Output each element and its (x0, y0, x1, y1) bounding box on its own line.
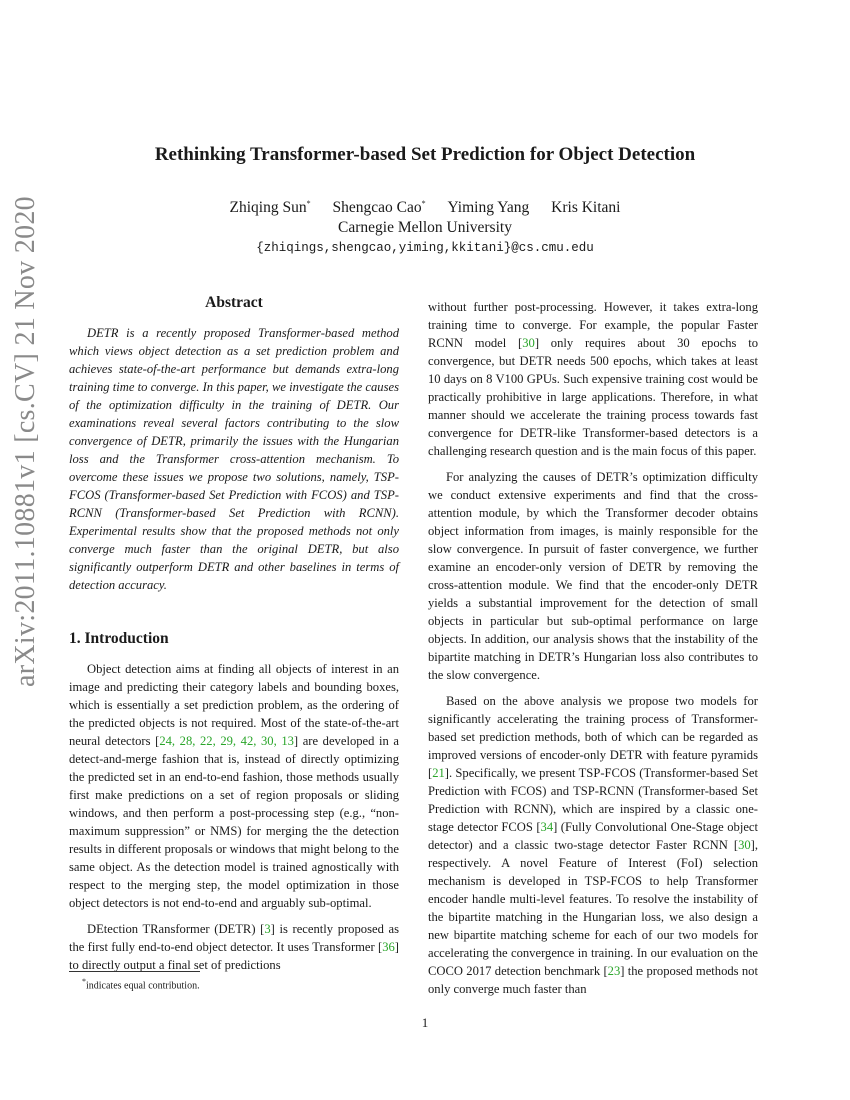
abstract-text: DETR is a recently proposed Transformer-based method which views object detection as a set prediction problem and achieves state-of-the-art performance but demands extra-long training time to converge. In this paper, we investigate the causes of the optimization difficulty in the training of DETR. Our examinations reveal several factors contributing to the slow convergence of DETR, primarily the issues with the Hungarian loss and the Transformer cross-attention mechanism. To overcome these issues we propose two solutions, namely, TSP-FCOS (Transformer-based Set Prediction with FCOS) and TSP-RCNN (Transformer-based Set Prediction with RCNN). Experimental results show that the proposed methods not only converge much faster than the original DETR, but also significantly outperform DETR and other baselines in terms of detection accuracy. (69, 326, 399, 592)
citation-link[interactable]: 30 (738, 838, 751, 852)
intro-paragraph-1: Object detection aims at finding all objects of interest in an image and predicting their category labels and bounding boxes, which is essentially a set prediction problem, as the ordering of the predicted objects is not required. Most of the state-of-the-art neural detectors [24, 28, 22, 29, 42, 30, 13] are developed in a detect-and-merge fashion that is, instead of directly optimizing the predicted set in an end-to-end fashion, those methods usually first make predictions on a set of region proposals or sliding windows, and then perform a post-processing step (e.g., “non-maximum suppression” or NMS) for merging the the detection results in different proposals or windows that might belong to the same object. As the detection model is trained agnostically with respect to the merging step, the model optimization in those object detectors is not end-to-end and arguably sub-optimal. (69, 662, 399, 910)
citation-link[interactable]: 34 (540, 820, 554, 834)
body-paragraph-proposal: Based on the above analysis we propose two models for significantly accelerating the training process of Transformer-based set prediction methods, both of which can be regarded as improved versions of encoder-only DETR with feature pyramids [21]. Specifically, we present TSP-FCOS (Transformer-based Set Prediction with FCOS) and TSP-RCNN (Transformer-based Set Prediction with RCNN), which are inspired by a classic one-stage detector FCOS [34] (Fully Convolutional One-Stage object detector) and a classic two-stage detector Faster RCNN [30], respectively. A novel Feature of Interest (FoI) selection mechanism is developed in TSP-FCOS to help Transformer encoder handle multi-level features. To resolve the instability of the bipartite matching in the Hungarian loss, we also design a new bipartite matching scheme for each of our two models for accelerating the convergence in training. In our evaluation on the COCO 2017 detection benchmark [23] the proposed methods not only converge much faster than (428, 694, 758, 996)
paper-title: Rethinking Transformer-based Set Prediction for Object Detection (154, 144, 696, 165)
intro-paragraph-2: DEtection TRansformer (DETR) [3] is recently proposed as the first fully end-to-end object detector. It uses Transformer [36] to directly output a final set of predictions (69, 922, 399, 972)
citation-link[interactable]: 36 (382, 940, 395, 954)
author: Shengcao Cao* (332, 199, 426, 217)
left-column (69, 294, 399, 982)
author-list (0, 199, 850, 217)
section-heading-introduction: 1. Introduction (69, 630, 169, 647)
author: Zhiqing Sun* (229, 199, 311, 217)
body-paragraph-analysis: For analyzing the causes of DETR’s optimization difficulty we conduct extensive experiments and find that the cross-attention module, by which the Transformer decoder obtains object information from images, is mainly responsible for the slow convergence. In pursuit of faster convergence, we further examine an encoder-only version of DETR by removing the cross-attention module. We find that the encoder-only DETR yields a substantial improvement for the detection of small objects in particular but sub-optimal performance on large objects. In addition, our analysis shows that the instability of the bipartite matching in DETR’s Hungarian loss also contributes to the slow convergence. (428, 470, 758, 682)
footnote-divider (69, 971, 200, 972)
author: Kris Kitani (551, 199, 621, 217)
citation-link[interactable]: 24, 28, 22, 29, 42, 30, 13 (159, 734, 294, 748)
citation-link[interactable]: 21 (432, 766, 445, 780)
citation-link[interactable]: 23 (607, 964, 621, 978)
author: Yiming Yang (447, 199, 530, 217)
footnote: *indicates equal contribution. (82, 977, 200, 992)
citation-link[interactable]: 3 (264, 922, 271, 936)
body-paragraph-continued: without further post-processing. However, it takes extra-long training time to converge. For example, the popular Faster RCNN model [30] only requires about 30 epochs to convergence, but DETR needs 500 epochs, which takes at least 10 days on 8 V100 GPUs. Such expensive training cost would be practically prohibitive in large applications. Therefore, in what manner should we accelerate the training process towards fast convergence for DETR-like Transformer-based detectors is a challenging research question and is the main focus of this paper. (428, 300, 758, 458)
arxiv-identifier: arXiv:2011.10881v1 [cs.CV] 21 Nov 2020 (10, 196, 41, 687)
abstract-heading: Abstract (205, 294, 263, 311)
citation-link[interactable]: 30 (522, 336, 535, 350)
affiliation: Carnegie Mellon University (338, 219, 512, 236)
author-emails: {zhiqings,shengcao,yiming,kkitani}@cs.cmu.edu (256, 241, 594, 255)
page-number: 1 (421, 1015, 429, 1030)
right-column (428, 298, 758, 1006)
